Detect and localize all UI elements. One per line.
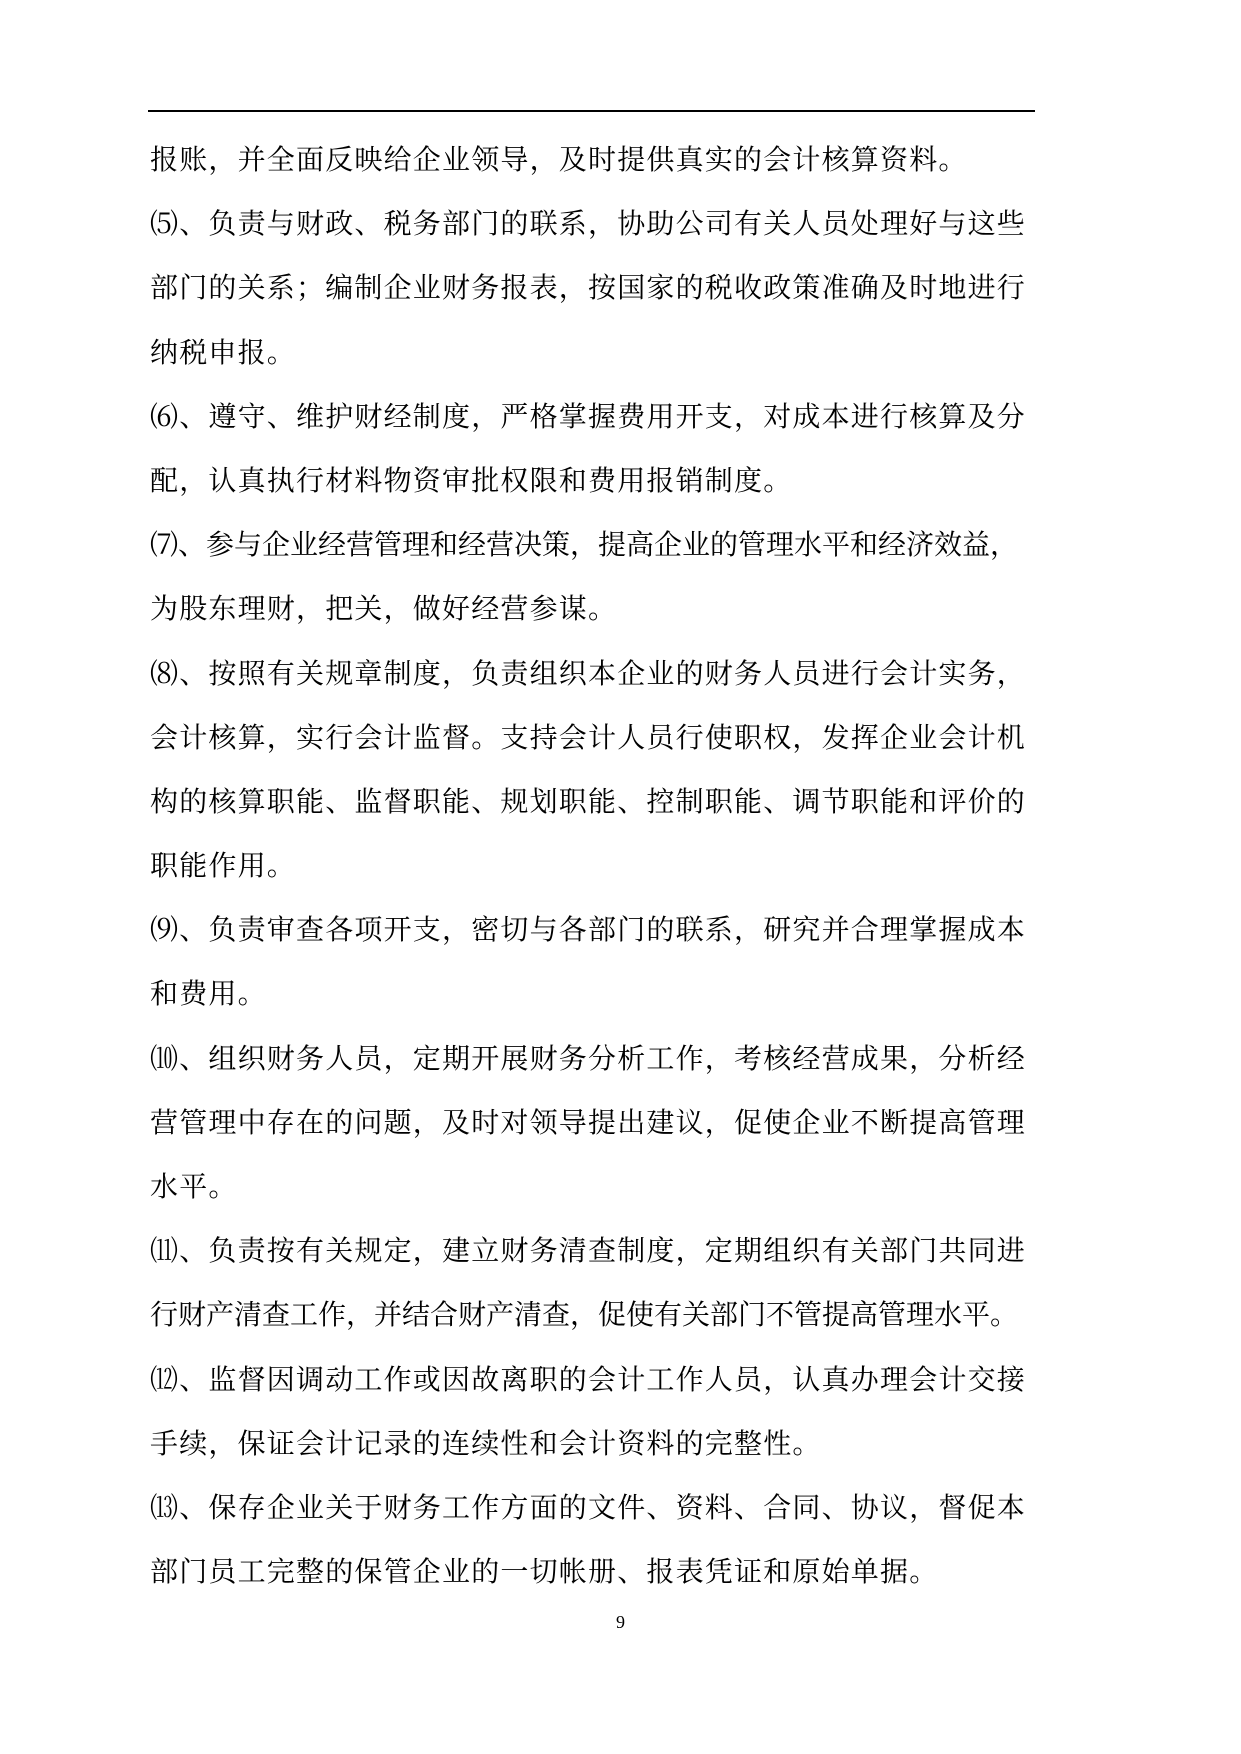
text-line: 为股东理财，把关，做好经营参谋。 [150,592,618,626]
text-line: ⑼、负责审查各项开支，密切与各部门的联系，研究并合理掌握成本 [150,913,1027,947]
header-rule [148,110,1035,112]
text-line: ⑾、负责按有关规定，建立财务清查制度，定期组织有关部门共同进 [150,1234,1027,1268]
text-line: ⑻、按照有关规章制度，负责组织本企业的财务人员进行会计实务， [150,656,1027,690]
text-line: 会计核算，实行会计监督。支持会计人员行使职权，发挥企业会计机 [150,720,1027,754]
text-line: ⒀、保存企业关于财务工作方面的文件、资料、合同、协议，督促本 [150,1490,1027,1524]
text-line: 职能作用。 [150,849,297,883]
text-line: ⑸、负责与财政、税务部门的联系，协助公司有关人员处理好与这些 [150,207,1027,241]
text-line: 水平。 [150,1170,238,1203]
text-line: ⑿、监督因调动工作或因故离职的会计工作人员，认真办理会计交接 [150,1362,1027,1396]
text-line: 手续，保证会计记录的连续性和会计资料的完整性。 [150,1426,822,1460]
text-line: 营管理中存在的问题，及时对领导提出建议，促使企业不断提高管理 [150,1105,1027,1139]
text-line: ⑺、参与企业经营管理和经营决策，提高企业的管理水平和经济效益， [150,528,1019,562]
text-line: 纳税申报。 [150,335,297,369]
text-line: 部门员工完整的保管企业的一切帐册、报表凭证和原始单据。 [150,1555,939,1589]
document-body [150,128,1046,1604]
text-line: 行财产清查工作，并结合财产清查，促使有关部门不管提高管理水平。 [150,1298,1019,1332]
text-line: 报账，并全面反映给企业领导，及时提供真实的会计核算资料。 [150,143,968,176]
page-number: 9 [616,1612,625,1632]
text-line: 配，认真执行材料物资审批权限和费用报销制度。 [150,463,793,497]
text-line: ⑽、组织财务人员，定期开展财务分析工作，考核经营成果，分析经 [150,1041,1027,1075]
text-line: ⑹、遵守、维护财经制度，严格掌握费用开支，对成本进行核算及分 [150,399,1027,433]
text-line: 构的核算职能、监督职能、规划职能、控制职能、调节职能和评价的 [150,784,1027,818]
text-line: 部门的关系；编制企业财务报表，按国家的税收政策准确及时地进行 [150,271,1027,305]
text-line: 和费用。 [150,977,267,1011]
